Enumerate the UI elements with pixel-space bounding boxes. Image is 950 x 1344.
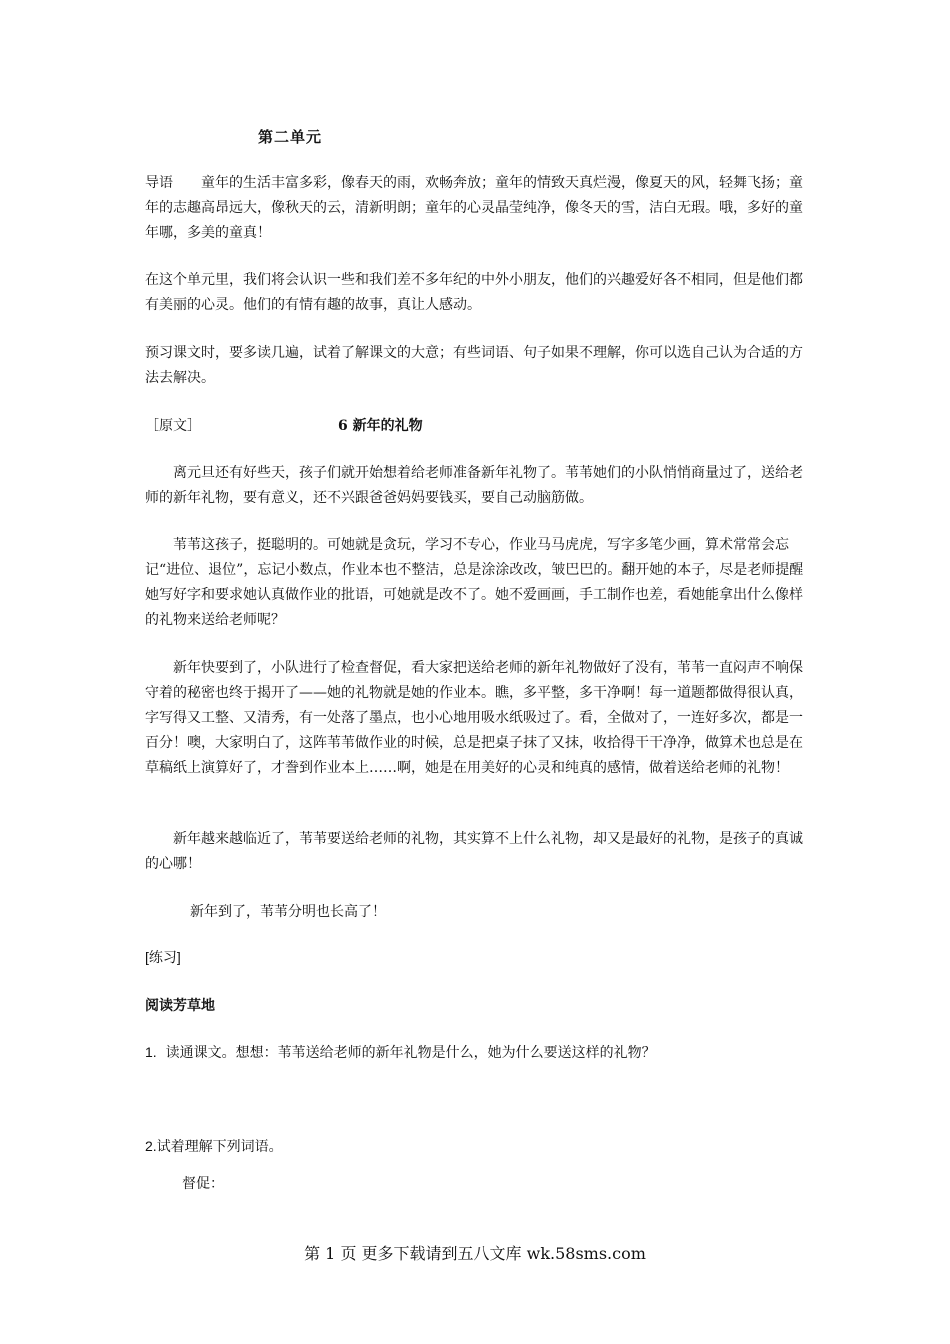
question-2-text: 试着理解下列词语。 [156,1139,283,1155]
original-text-label: ［原文］ [145,418,201,434]
unit-overview-paragraph: 在这个单元里，我们将会认识一些和我们差不多年纪的中外小朋友，他们的兴趣爱好各不相同，但是他们都有美丽的心灵。他们的有情有趣的故事，真让人感动。 [145,272,803,313]
story-paragraph: 苇苇这孩子，挺聪明的。可她就是贪玩，学习不专心，作业马马虎虎，写字多笔少画，算术常常会忘记“进位、退位”，忘记小数点，作业本也不整洁，总是涂涂改改，皱巴巴的。翻开她的本子，尽是老师提醒她写好字和要求她认真做作业的批语，可她就是改不了。她不爱画画，手工制作也差，看她能拿出什么像样的礼物来送给老师呢？ [145,537,804,628]
question-1-text: 读通课文。想想：苇苇送给老师的新年礼物是什么，她为什么要送这样的礼物？ [165,1045,656,1061]
vocabulary-item: 督促： [182,1176,224,1192]
unit-title: 第二单元 [258,128,323,146]
page-footer: 第 1 页 更多下载请到五八文库 wk.58sms.com [304,1244,646,1263]
story-paragraph: 新年快要到了，小队进行了检查督促，看大家把送给老师的新年礼物做好了没有，苇苇一直闷声不响保守着的秘密也终于揭开了——她的礼物就是她的作业本。瞧，多平整，多干净啊！每一道题都做得很认真，字写得又工整、又清秀，有一处落了墨点，也小心地用吸水纸吸过了。看，全做对了，一连好多次，都是一百分！噢，大家明白了，这阵苇苇做作业的时候，总是把桌子抹了又抹，收拾得干干净净，做算术也总是在草稿纸上演算好了，才誊到作业本上……啊，她是在用美好的心灵和纯真的感情，做着送给老师的礼物！ [145,660,803,776]
intro-label: 导语 [145,175,173,191]
story-closing-line: 新年到了，苇苇分明也长高了！ [190,904,386,920]
question-2-number: 2. [145,1138,157,1154]
story-paragraph: 新年越来越临近了，苇苇要送给老师的礼物，其实算不上什么礼物，却又是最好的礼物，是孩子的真诚的心哪！ [145,831,803,872]
practice-label: [练习] [145,949,181,965]
lesson-title: 6 新年的礼物 [338,418,423,434]
question-2 [145,1134,283,1160]
story-paragraph: 离元旦还有好些天，孩子们就开始想着给老师准备新年礼物了。苇苇她们的小队悄悄商量过了，送给老师的新年礼物，要有意义，还不兴跟爸爸妈妈要钱买，要自己动脑筋做。 [145,465,803,506]
question-1-number: 1. [145,1044,157,1060]
reading-section-title: 阅读芳草地 [145,997,215,1013]
preview-paragraph: 预习课文时，要多读几遍，试着了解课文的大意；有些词语、句子如果不理解，你可以选自己认为合适的方法去解决。 [145,345,803,386]
intro-paragraph [145,171,810,246]
question-1 [145,1040,656,1066]
intro-text: 童年的生活丰富多彩，像春天的雨，欢畅奔放；童年的情致天真烂漫，像夏天的风，轻舞飞扬；童年的志趣高昂远大，像秋天的云，清新明朗；童年的心灵晶莹纯净，像冬天的雪，洁白无瑕。哦，多好的童年哪，多美的童真！ [145,175,803,241]
